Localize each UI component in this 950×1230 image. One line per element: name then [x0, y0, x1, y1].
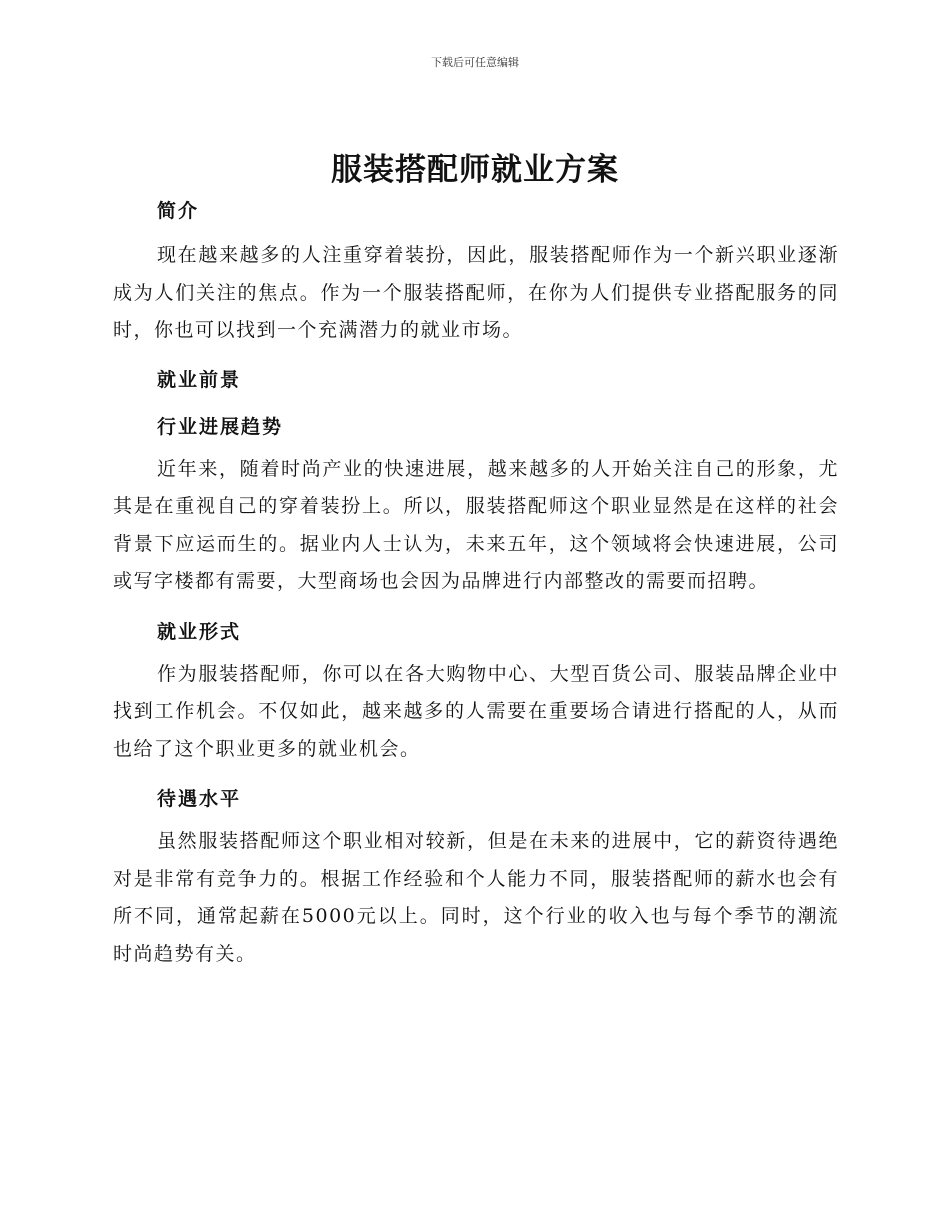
- page-header-note: 下载后可任意编辑: [431, 56, 519, 69]
- paragraph-intro: 现在越来越多的人注重穿着装扮，因此，服装搭配师作为一个新兴职业逐渐成为人们关注的焦点。作为一个服装搭配师，在你为人们提供专业搭配服务的同时，你也可以找到一个充满潜力的就业市场。: [113, 244, 839, 341]
- paragraph-form: 作为服装搭配师，你可以在各大购物中心、大型百货公司、服装品牌企业中找到工作机会。不仅如此，越来越多的人需要在重要场合请进行搭配的人，从而也给了这个职业更多的就业机会。: [113, 662, 839, 760]
- document-body: [113, 196, 839, 973]
- section-heading-salary: 待遇水平: [157, 788, 242, 810]
- paragraph-trend: 近年来，随着时尚产业的快速进展，越来越多的人开始关注自己的形象，尤其是在重视自己的穿着装扮上。所以，服装搭配师这个职业显然是在这样的社会背景下应运而生的。据业内人士认为，未来五年，这个领域将会快速进展，公司或写字楼都有需要，大型商场也会因为品牌进行内部整改的需要而招聘。: [113, 457, 839, 592]
- paragraph-salary: 虽然服装搭配师这个职业相对较新，但是在未来的进展中，它的薪资待遇绝对是非常有竞争力的。根据工作经验和个人能力不同，服装搭配师的薪水也会有所不同，通常起薪在5000元以上。同时，这个行业的收入也与每个季节的潮流时尚趋势有关。: [113, 830, 839, 965]
- document-title: 服装搭配师就业方案: [331, 152, 619, 188]
- section-heading-form: 就业形式: [157, 620, 242, 643]
- section-heading-prospect: 就业前景: [157, 368, 242, 391]
- section-heading-trend: 行业进展趋势: [157, 415, 284, 438]
- section-heading-intro: 简介: [157, 200, 200, 222]
